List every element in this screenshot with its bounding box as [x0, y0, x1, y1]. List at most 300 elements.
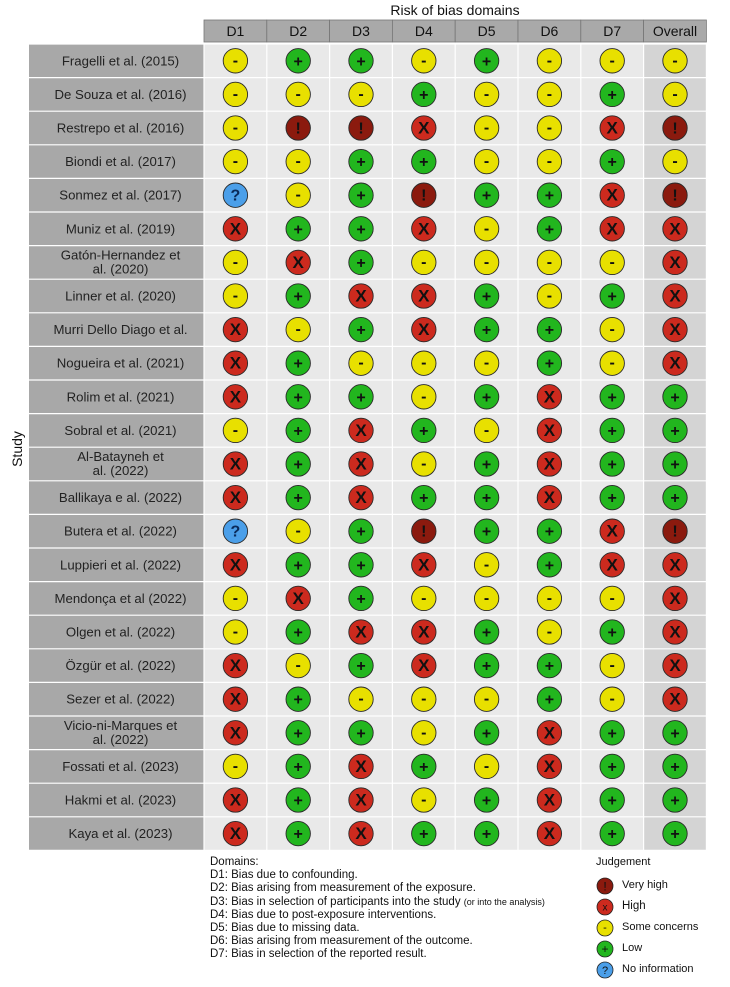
- judgement-symbol: -: [483, 354, 490, 372]
- judgement-d5: [474, 385, 498, 409]
- judgement-d5: [474, 317, 498, 341]
- judgement-symbol: X: [606, 118, 618, 138]
- legend-high: x High: [596, 896, 730, 917]
- domain-d3-desc: [210, 896, 600, 909]
- judgement-d1: [223, 620, 247, 644]
- study-label: Linner et al. (2020): [65, 288, 176, 304]
- judgement-symbol: X: [669, 286, 681, 306]
- judgement-symbol: +: [544, 355, 555, 373]
- judgement-d1: [223, 82, 247, 106]
- judgement-symbol: +: [419, 422, 429, 440]
- judgement-symbol: -: [295, 85, 301, 103]
- judgement-legend-title: Judgement: [596, 856, 651, 868]
- study-label: Fragelli et al. (2015): [61, 53, 180, 69]
- judgement-symbol: -: [421, 724, 427, 742]
- judgement-symbol: +: [356, 53, 366, 71]
- judgement-d6: [537, 452, 561, 476]
- judgement-symbol: X: [229, 689, 242, 709]
- judgement-d4: [412, 49, 436, 73]
- judgement-symbol: -: [546, 253, 553, 271]
- y-axis-label: Study: [9, 431, 25, 467]
- judgement-legend: [596, 856, 730, 980]
- judgement-symbol: +: [607, 389, 617, 407]
- judgement-d6: [537, 284, 561, 308]
- judgement-symbol: X: [418, 555, 430, 575]
- judgement-symbol: +: [481, 53, 492, 71]
- judgement-d5: [474, 586, 498, 610]
- judgement-d1: [223, 183, 247, 207]
- column-header-overall: Overall: [652, 23, 698, 39]
- judgement-symbol: X: [606, 219, 618, 239]
- judgement-symbol: X: [229, 824, 242, 844]
- study-label: Al-Batayneh et al. (2022): [77, 449, 164, 478]
- judgement-d6: [537, 485, 561, 509]
- judgement-symbol: +: [670, 490, 680, 508]
- judgement-symbol: -: [483, 589, 490, 607]
- judgement-d3: [349, 620, 373, 644]
- judgement-symbol: X: [292, 588, 304, 608]
- judgement-d7: [600, 653, 624, 677]
- judgement-d1: [223, 149, 247, 173]
- judgement-symbol: +: [544, 221, 555, 239]
- judgement-d1: [223, 284, 247, 308]
- domains-legend-title: Domains:: [210, 856, 259, 868]
- judgement-overall: [663, 351, 687, 375]
- domain-d6-desc: D6: Bias arising from measurement of the outcome.: [210, 935, 473, 948]
- judgement-d7: [600, 116, 624, 140]
- judgement-symbol: -: [483, 556, 490, 574]
- study-label: Mendonça et al (2022): [54, 590, 187, 606]
- domain-d2-desc: D2: Bias arising from measurement of the exposure.: [210, 882, 476, 895]
- svg-text:+: +: [601, 941, 609, 956]
- judgement-d4: [412, 721, 436, 745]
- judgement-d5: [474, 821, 498, 845]
- judgement-d6: [537, 519, 561, 543]
- judgement-symbol: +: [293, 355, 303, 373]
- judgement-d2: [286, 821, 310, 845]
- judgement-symbol: +: [293, 557, 303, 575]
- judgement-d6: [537, 116, 561, 140]
- judgement-symbol: +: [544, 523, 555, 541]
- judgement-symbol: +: [356, 557, 366, 575]
- judgement-symbol: +: [670, 422, 680, 440]
- judgement-d4: [412, 284, 436, 308]
- legend-no-information: ? No information: [596, 959, 730, 980]
- judgement-symbol: -: [232, 287, 239, 305]
- judgement-symbol: -: [421, 388, 427, 406]
- judgement-overall: [663, 485, 687, 509]
- judgement-symbol: -: [421, 589, 427, 607]
- judgement-symbol: -: [421, 455, 427, 473]
- judgement-d3: [349, 519, 373, 543]
- judgement-d2: [286, 217, 310, 241]
- judgement-d4: [412, 553, 436, 577]
- judgement-overall: [663, 586, 687, 610]
- judgement-d6: [537, 82, 561, 106]
- judgement-symbol: +: [356, 523, 366, 541]
- judgement-symbol: +: [293, 758, 303, 776]
- study-label: Rolim et al. (2021): [66, 389, 175, 405]
- no-information-icon: [596, 961, 614, 979]
- judgement-symbol: ?: [230, 187, 241, 205]
- judgement-d4: [412, 250, 436, 274]
- judgement-d7: [600, 49, 624, 73]
- column-header-d7: D7: [603, 23, 622, 39]
- judgement-symbol: !: [672, 120, 678, 138]
- judgement-overall: [663, 418, 687, 442]
- judgement-symbol: -: [546, 287, 553, 305]
- judgement-d5: [474, 82, 498, 106]
- judgement-d1: [223, 519, 247, 543]
- domains-legend: [210, 856, 600, 962]
- judgement-symbol: -: [609, 52, 615, 70]
- judgement-d7: [600, 821, 624, 845]
- study-label: Muniz et al. (2019): [65, 221, 176, 237]
- judgement-symbol: X: [229, 488, 242, 508]
- judgement-symbol: X: [355, 790, 367, 810]
- judgement-d3: [349, 284, 373, 308]
- judgement-symbol: -: [483, 153, 490, 171]
- judgement-d3: [349, 821, 373, 845]
- judgement-symbol: +: [481, 187, 492, 205]
- judgement-d2: [286, 418, 310, 442]
- judgement-symbol: X: [229, 387, 242, 407]
- judgement-symbol: -: [546, 85, 553, 103]
- judgement-d1: [223, 351, 247, 375]
- judgement-d1: [223, 687, 247, 711]
- judgement-symbol: X: [229, 723, 242, 743]
- study-label: Vicio-ni-Marques et al. (2022): [63, 717, 178, 747]
- judgement-symbol: -: [421, 690, 427, 708]
- judgement-d4: [412, 116, 436, 140]
- judgement-symbol: -: [609, 253, 615, 271]
- judgement-d2: [286, 49, 310, 73]
- judgement-d3: [349, 82, 373, 106]
- judgement-symbol: X: [355, 286, 367, 306]
- column-header-d4: D4: [414, 23, 433, 39]
- judgement-symbol: -: [483, 757, 490, 775]
- judgement-symbol: -: [546, 52, 553, 70]
- judgement-d5: [474, 250, 498, 274]
- domain-d5-desc: D5: Bias due to missing data.: [210, 922, 360, 935]
- judgement-d2: [286, 284, 310, 308]
- domain-d7-desc: D7: Bias in selection of the reported result.: [210, 948, 427, 961]
- judgement-symbol: -: [421, 354, 427, 372]
- judgement-d2: [286, 553, 310, 577]
- study-label: Olgen et al. (2022): [65, 624, 176, 640]
- judgement-d3: [349, 217, 373, 241]
- judgement-symbol: +: [356, 154, 366, 172]
- svg-text:?: ?: [601, 964, 609, 977]
- judgement-symbol: X: [229, 555, 242, 575]
- judgement-symbol: +: [670, 456, 680, 474]
- judgement-symbol: +: [481, 658, 492, 676]
- judgement-symbol: X: [669, 219, 681, 239]
- judgement-d1: [223, 217, 247, 241]
- judgement-d2: [286, 183, 310, 207]
- judgement-symbol: +: [607, 725, 617, 743]
- judgement-symbol: ?: [230, 523, 241, 541]
- judgement-d6: [537, 821, 561, 845]
- judgement-symbol: -: [421, 52, 427, 70]
- judgement-symbol: -: [672, 85, 678, 103]
- judgement-d5: [474, 788, 498, 812]
- judgement-d1: [223, 788, 247, 812]
- judgement-symbol: X: [229, 219, 242, 239]
- judgement-d7: [600, 788, 624, 812]
- judgement-d3: [349, 788, 373, 812]
- judgement-d4: [412, 620, 436, 644]
- judgement-symbol: X: [543, 488, 556, 508]
- judgement-d4: [412, 519, 436, 543]
- high-icon: [596, 898, 614, 916]
- judgement-symbol: +: [356, 658, 366, 676]
- judgement-symbol: -: [232, 52, 239, 70]
- judgement-d6: [537, 149, 561, 173]
- judgement-d6: [537, 183, 561, 207]
- judgement-symbol: +: [481, 456, 492, 474]
- judgement-d5: [474, 116, 498, 140]
- judgement-symbol: -: [609, 657, 615, 675]
- judgement-d2: [286, 519, 310, 543]
- judgement-symbol: +: [670, 725, 680, 743]
- judgement-d7: [600, 284, 624, 308]
- judgement-symbol: +: [607, 456, 617, 474]
- judgement-overall: [663, 217, 687, 241]
- column-header-d1: D1: [226, 23, 245, 39]
- judgement-d1: [223, 653, 247, 677]
- judgement-symbol: X: [229, 656, 242, 676]
- judgement-d1: [223, 317, 247, 341]
- judgement-d3: [349, 452, 373, 476]
- judgement-d4: [412, 317, 436, 341]
- judgement-d4: [412, 149, 436, 173]
- judgement-symbol: -: [295, 321, 301, 339]
- low-icon: [596, 940, 614, 958]
- judgement-symbol: -: [358, 690, 364, 708]
- judgement-symbol: -: [232, 757, 239, 775]
- study-label: Nogueira et al. (2021): [56, 355, 185, 371]
- judgement-d2: [286, 149, 310, 173]
- judgement-d2: [286, 82, 310, 106]
- study-label: Kaya et al. (2023): [68, 826, 173, 842]
- judgement-d2: [286, 687, 310, 711]
- judgement-symbol: +: [544, 557, 555, 575]
- judgement-symbol: +: [481, 792, 492, 810]
- judgement-symbol: -: [609, 354, 615, 372]
- judgement-symbol: -: [295, 186, 301, 204]
- judgement-d1: [223, 250, 247, 274]
- judgement-d5: [474, 687, 498, 711]
- judgement-symbol: -: [483, 119, 490, 137]
- chart-title: Risk of bias domains: [390, 2, 520, 18]
- judgement-d2: [286, 586, 310, 610]
- study-label: Sobral et al. (2021): [64, 422, 177, 438]
- judgement-symbol: +: [293, 725, 303, 743]
- judgement-d1: [223, 485, 247, 509]
- judgement-d6: [537, 217, 561, 241]
- judgement-symbol: +: [356, 221, 366, 239]
- judgement-symbol: +: [481, 322, 492, 340]
- judgement-symbol: -: [295, 153, 301, 171]
- judgement-symbol: X: [669, 555, 681, 575]
- judgement-d7: [600, 754, 624, 778]
- column-header-d3: D3: [352, 23, 370, 39]
- judgement-overall: [663, 821, 687, 845]
- judgement-symbol: X: [418, 219, 430, 239]
- study-label: Restrepo et al. (2016): [56, 120, 185, 136]
- judgement-symbol: +: [607, 422, 617, 440]
- judgement-symbol: +: [481, 523, 492, 541]
- judgement-d2: [286, 385, 310, 409]
- judgement-symbol: +: [607, 792, 617, 810]
- judgement-symbol: -: [483, 421, 490, 439]
- judgement-d5: [474, 553, 498, 577]
- judgement-symbol: -: [295, 657, 301, 675]
- judgement-overall: [663, 452, 687, 476]
- judgement-d5: [474, 653, 498, 677]
- judgement-d3: [349, 485, 373, 509]
- legend-some-concerns: - Some concerns: [596, 917, 730, 938]
- judgement-d5: [474, 620, 498, 644]
- judgement-symbol: X: [669, 622, 681, 642]
- judgement-overall: [663, 385, 687, 409]
- judgement-d4: [412, 485, 436, 509]
- judgement-symbol: !: [358, 120, 364, 138]
- judgement-overall: [663, 317, 687, 341]
- judgement-d7: [600, 217, 624, 241]
- very-high-icon: [596, 877, 614, 895]
- study-label: Luppieri et al. (2022): [60, 557, 181, 573]
- study-label: Butera et al. (2022): [64, 523, 177, 539]
- study-label: Fossati et al. (2023): [62, 758, 179, 774]
- judgement-symbol: X: [669, 353, 681, 373]
- judgement-symbol: !: [672, 187, 678, 205]
- judgement-d4: [412, 452, 436, 476]
- judgement-symbol: +: [293, 490, 303, 508]
- judgement-d1: [223, 385, 247, 409]
- judgement-d2: [286, 620, 310, 644]
- judgement-symbol: +: [544, 658, 555, 676]
- judgement-symbol: +: [481, 389, 492, 407]
- judgement-d1: [223, 586, 247, 610]
- judgement-d7: [600, 519, 624, 543]
- judgement-symbol: -: [421, 253, 427, 271]
- judgement-d5: [474, 754, 498, 778]
- judgement-symbol: +: [607, 826, 617, 844]
- study-label: Özgür et al. (2022): [65, 658, 176, 674]
- judgement-d4: [412, 788, 436, 812]
- judgement-symbol: -: [421, 791, 427, 809]
- judgement-symbol: +: [356, 389, 366, 407]
- judgement-symbol: -: [609, 589, 615, 607]
- judgement-d3: [349, 183, 373, 207]
- judgement-d6: [537, 351, 561, 375]
- judgement-symbol: X: [669, 252, 681, 272]
- judgement-symbol: X: [606, 185, 618, 205]
- judgement-overall: [663, 788, 687, 812]
- judgement-symbol: +: [356, 187, 366, 205]
- judgement-symbol: X: [543, 387, 556, 407]
- judgement-d3: [349, 687, 373, 711]
- judgement-symbol: +: [481, 826, 492, 844]
- judgement-symbol: -: [232, 153, 239, 171]
- judgement-d5: [474, 284, 498, 308]
- judgement-d4: [412, 653, 436, 677]
- judgement-d6: [537, 586, 561, 610]
- judgement-symbol: X: [229, 353, 242, 373]
- judgement-d7: [600, 721, 624, 745]
- judgement-symbol: +: [670, 389, 680, 407]
- judgement-d6: [537, 620, 561, 644]
- judgement-d7: [600, 250, 624, 274]
- judgement-d5: [474, 721, 498, 745]
- judgement-overall: [663, 116, 687, 140]
- judgement-overall: [663, 687, 687, 711]
- judgement-overall: [663, 754, 687, 778]
- judgement-d7: [600, 452, 624, 476]
- judgement-symbol: +: [481, 288, 492, 306]
- judgement-d5: [474, 519, 498, 543]
- judgement-overall: [663, 620, 687, 644]
- study-label: Gatón-Hernandez et al. (2020): [60, 247, 181, 277]
- judgement-symbol: -: [232, 253, 239, 271]
- judgement-symbol: -: [609, 321, 615, 339]
- judgement-symbol: -: [483, 690, 490, 708]
- judgement-d1: [223, 49, 247, 73]
- judgement-symbol: X: [418, 320, 430, 340]
- judgement-d7: [600, 418, 624, 442]
- judgement-symbol: +: [544, 322, 555, 340]
- study-label: Biondi et al. (2017): [65, 154, 176, 170]
- judgement-d7: [600, 385, 624, 409]
- judgement-symbol: -: [232, 421, 239, 439]
- judgement-overall: [663, 149, 687, 173]
- judgement-d3: [349, 418, 373, 442]
- judgement-symbol: X: [543, 756, 556, 776]
- study-label: Murri Dello Diago et al.: [53, 322, 188, 338]
- judgement-d2: [286, 754, 310, 778]
- judgement-symbol: +: [293, 221, 303, 239]
- judgement-d1: [223, 553, 247, 577]
- judgement-d1: [223, 452, 247, 476]
- judgement-d6: [537, 721, 561, 745]
- judgement-symbol: +: [607, 624, 617, 642]
- judgement-d3: [349, 653, 373, 677]
- judgement-symbol: +: [607, 758, 617, 776]
- judgement-symbol: +: [544, 187, 555, 205]
- judgement-d3: [349, 385, 373, 409]
- judgement-symbol: +: [293, 456, 303, 474]
- judgement-d2: [286, 351, 310, 375]
- judgement-d2: [286, 250, 310, 274]
- column-header-d5: D5: [477, 23, 496, 39]
- judgement-symbol: X: [606, 521, 618, 541]
- legend-very-high: ! Very high: [596, 875, 730, 896]
- judgement-symbol: X: [669, 588, 681, 608]
- judgement-symbol: +: [670, 826, 680, 844]
- judgement-overall: [663, 284, 687, 308]
- study-label: De Souza et al. (2016): [54, 86, 187, 102]
- judgement-symbol: +: [293, 422, 303, 440]
- judgement-d5: [474, 452, 498, 476]
- judgement-symbol: X: [669, 320, 681, 340]
- judgement-d3: [349, 116, 373, 140]
- domain-d1-desc: D1: Bias due to confounding.: [210, 869, 358, 882]
- judgement-d4: [412, 687, 436, 711]
- judgement-symbol: X: [355, 454, 367, 474]
- judgement-overall: [663, 49, 687, 73]
